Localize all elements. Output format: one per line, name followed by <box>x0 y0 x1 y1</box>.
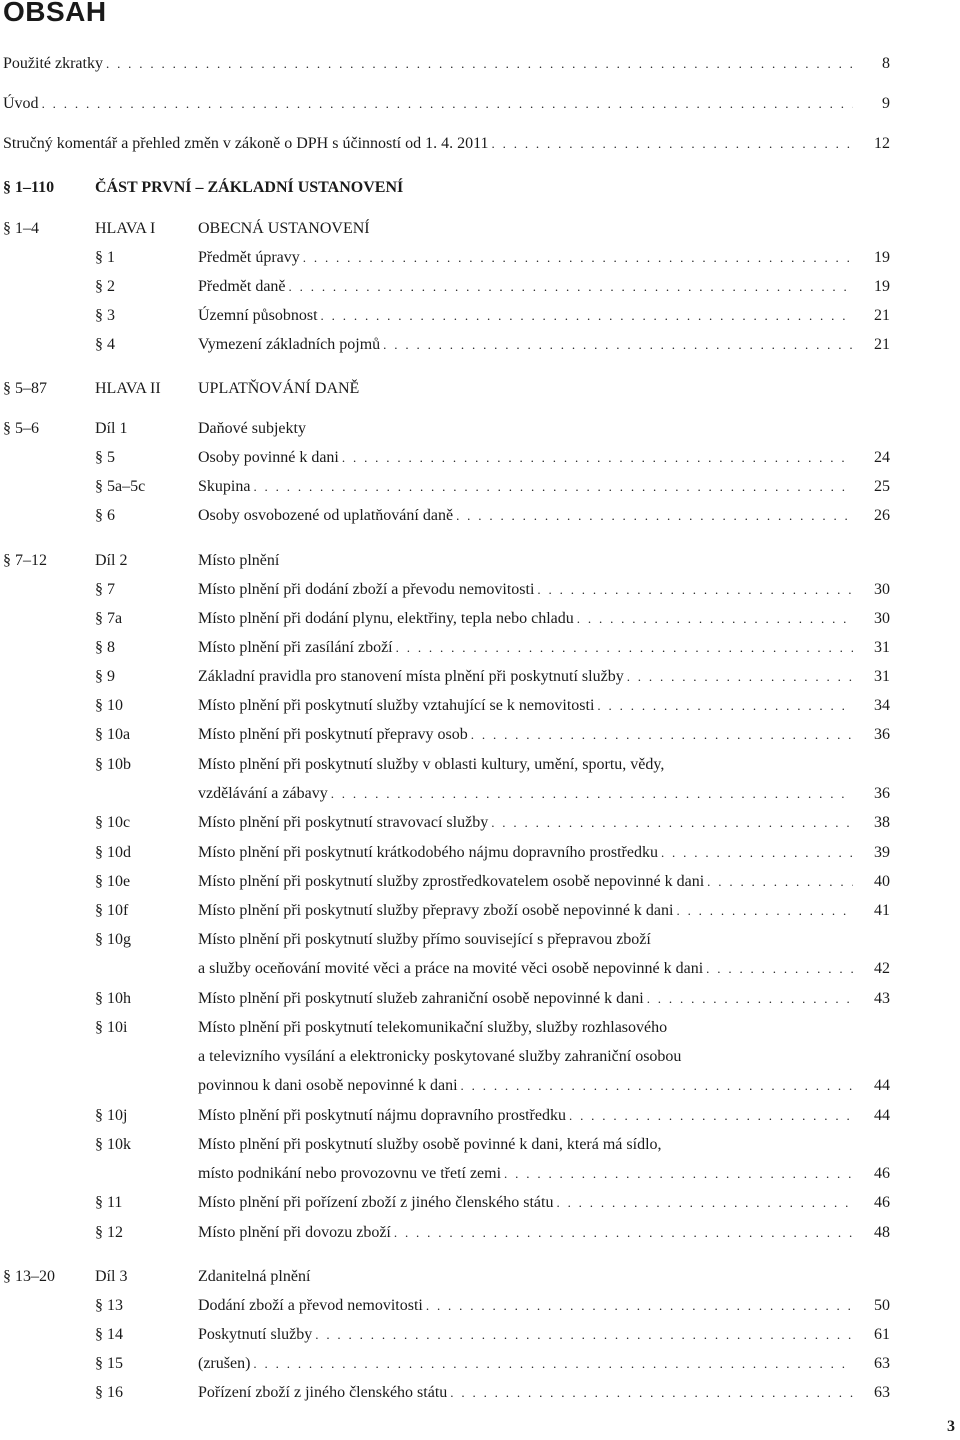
toc-entry-continuation: místo podnikání nebo provozovnu ve třetí zemi . . . 46 <box>0 1159 893 1189</box>
paragraph-number: § 9 <box>95 668 115 685</box>
paragraph-number: § 10 <box>95 697 123 714</box>
chapter-heading <box>0 374 893 404</box>
page-ref: 24 <box>874 449 890 466</box>
division-label: Díl 2 <box>95 552 128 569</box>
toc-entry: § 10c Místo plnění při poskytnutí stravovací služby . . . 38 <box>0 808 893 838</box>
leader-dots <box>253 1349 853 1379</box>
section-range: § 1–4 <box>3 220 39 237</box>
toc-entry: § 3 Územní působnost . . . 21 <box>0 301 893 331</box>
toc-entry: Použité zkratky . . . 8 <box>0 49 893 79</box>
page-ref: 21 <box>874 336 890 353</box>
page-ref: 48 <box>874 1224 890 1241</box>
paragraph-number: § 13 <box>95 1297 123 1314</box>
leader-dots <box>321 301 853 331</box>
leader-dots <box>492 129 853 159</box>
paragraph-number: § 7a <box>95 610 123 627</box>
division-label: Díl 1 <box>95 420 128 437</box>
paragraph-number: § 11 <box>95 1194 123 1211</box>
page-ref: 34 <box>874 697 890 714</box>
page-ref: 50 <box>874 1297 890 1314</box>
paragraph-number: § 10b <box>95 756 131 773</box>
paragraph-number: § 10e <box>95 873 131 890</box>
leader-dots <box>450 1378 853 1408</box>
page-ref: 26 <box>874 507 890 524</box>
toc-entry: § 10g Místo plnění při poskytnutí služby přímo související s přepravou zboží <box>0 925 893 955</box>
page-ref: 46 <box>874 1194 890 1211</box>
page-ref: 36 <box>874 785 890 802</box>
page-ref: 38 <box>874 814 890 831</box>
section-range: § 13–20 <box>3 1268 55 1285</box>
leader-dots <box>426 1291 853 1321</box>
leader-dots <box>537 575 853 605</box>
paragraph-number: § 5a–5c <box>95 478 146 495</box>
toc-entry: Stručný komentář a přehled změn v zákoně o DPH s účinností od 1. 4. 2011 . . . 12 <box>0 129 893 159</box>
paragraph-number: § 8 <box>95 639 115 656</box>
leader-dots <box>396 633 853 663</box>
paragraph-number: § 10g <box>95 931 131 948</box>
toc-entry: § 6 Osoby osvobozené od uplatňování daně . . . 26 <box>0 501 893 531</box>
toc-entry: § 10h Místo plnění při poskytnutí služeb zahraniční osobě nepovinné k dani . . . 43 <box>0 984 893 1014</box>
part-title: ČÁST PRVNÍ – ZÁKLADNÍ USTANOVENÍ <box>95 179 404 196</box>
leader-dots <box>597 691 853 721</box>
section-range: § 5–6 <box>3 420 39 437</box>
toc-entry: § 10d Místo plnění při poskytnutí krátkodobého nájmu dopravního prostředku . . . 39 <box>0 838 893 868</box>
toc-entry-continuation: vzdělávání a zábavy . . . 36 <box>0 779 893 809</box>
page-ref: 31 <box>874 639 890 656</box>
chapter-title: OBECNÁ USTANOVENÍ <box>198 220 370 237</box>
toc-entry-continuation: povinnou k dani osobě nepovinné k dani . . . 44 <box>0 1071 893 1101</box>
division-title: Zdanitelná plnění <box>198 1268 311 1285</box>
page-ref: 25 <box>874 478 890 495</box>
leader-dots <box>42 89 853 119</box>
toc-entry: § 1 Předmět úpravy . . . 19 <box>0 243 893 273</box>
page-title: OBSAH <box>3 0 107 27</box>
page-ref: 44 <box>874 1077 890 1094</box>
page-ref: 30 <box>874 581 890 598</box>
part-heading <box>0 173 893 203</box>
toc-entry: § 10i Místo plnění při poskytnutí telekomunikační služby, služby rozhlasového <box>0 1013 893 1043</box>
leader-dots <box>504 1159 853 1189</box>
leader-dots <box>383 330 853 360</box>
leader-dots <box>706 954 853 984</box>
leader-dots <box>331 779 853 809</box>
division-label: Díl 3 <box>95 1268 128 1285</box>
division-title: Místo plnění <box>198 552 280 569</box>
page-ref: 21 <box>874 307 890 324</box>
leader-dots <box>577 604 853 634</box>
chapter-label: HLAVA II <box>95 380 161 397</box>
toc-entry: § 13 Dodání zboží a převod nemovitosti . . . 50 <box>0 1291 893 1321</box>
page-ref: 43 <box>874 990 890 1007</box>
toc-entry: § 5 Osoby povinné k dani . . . 24 <box>0 443 893 473</box>
leader-dots <box>106 49 853 79</box>
leader-dots <box>303 243 853 273</box>
division-heading <box>0 414 893 444</box>
toc-entry: § 16 Pořízení zboží z jiného členského státu . . . 63 <box>0 1378 893 1408</box>
leader-dots <box>491 808 853 838</box>
page-ref: 61 <box>874 1326 890 1343</box>
section-range: § 1–110 <box>3 179 55 196</box>
page-ref: 30 <box>874 610 890 627</box>
toc-entry: § 10j Místo plnění při poskytnutí nájmu dopravního prostředku . . . 44 <box>0 1101 893 1131</box>
toc-entry: § 7a Místo plnění při dodání plynu, elektřiny, tepla nebo chladu . . . 30 <box>0 604 893 634</box>
toc-entry: § 10 Místo plnění při poskytnutí služby vztahující se k nemovitosti . . . 34 <box>0 691 893 721</box>
paragraph-number: § 5 <box>95 449 115 466</box>
toc-entry: § 2 Předmět daně . . . 19 <box>0 272 893 302</box>
paragraph-number: § 10j <box>95 1107 128 1124</box>
paragraph-number: § 14 <box>95 1326 123 1343</box>
leader-dots <box>289 272 853 302</box>
paragraph-number: § 3 <box>95 307 115 324</box>
chapter-label: HLAVA I <box>95 220 156 237</box>
toc-entry: § 10k Místo plnění při poskytnutí služby osobě povinné k dani, která má sídlo, <box>0 1130 893 1160</box>
page-ref: 19 <box>874 278 890 295</box>
toc-entry: § 10a Místo plnění při poskytnutí přepravy osob . . . 36 <box>0 720 893 750</box>
paragraph-number: § 15 <box>95 1355 123 1372</box>
leader-dots <box>556 1188 853 1218</box>
toc-entry: § 12 Místo plnění při dovozu zboží . . . 48 <box>0 1218 893 1248</box>
page-ref: 40 <box>874 873 890 890</box>
page-ref: 39 <box>874 844 890 861</box>
leader-dots <box>647 984 853 1014</box>
toc-entry: § 10e Místo plnění při poskytnutí služby zprostředkovatelem osobě nepovinné k dani . . . 40 <box>0 867 893 897</box>
paragraph-number: § 10h <box>95 990 131 1007</box>
page-ref: 36 <box>874 726 890 743</box>
paragraph-number: § 16 <box>95 1384 123 1401</box>
toc-entry: § 10f Místo plnění při poskytnutí služby přepravy zboží osobě nepovinné k dani . . . 41 <box>0 896 893 926</box>
division-title: Daňové subjekty <box>198 420 306 437</box>
page-ref: 41 <box>874 902 890 919</box>
toc-entry: § 14 Poskytnutí služby . . . 61 <box>0 1320 893 1350</box>
leader-dots <box>315 1320 853 1350</box>
page-ref: 9 <box>882 95 890 112</box>
toc-entry-continuation: a služby oceňování movité věci a práce na movité věci osobě nepovinné k dani . . . 42 <box>0 954 893 984</box>
page-ref: 63 <box>874 1355 890 1372</box>
paragraph-number: § 6 <box>95 507 115 524</box>
leader-dots <box>569 1101 853 1131</box>
page-ref: 42 <box>874 960 890 977</box>
toc-entry: § 5a–5c Skupina . . . 25 <box>0 472 893 502</box>
paragraph-number: § 10i <box>95 1019 128 1036</box>
paragraph-number: § 10c <box>95 814 131 831</box>
leader-dots <box>253 472 853 502</box>
toc-entry: § 11 Místo plnění při pořízení zboží z jiného členského státu . . . 46 <box>0 1188 893 1218</box>
paragraph-number: § 2 <box>95 278 115 295</box>
page-ref: 44 <box>874 1107 890 1124</box>
paragraph-number: § 10f <box>95 902 129 919</box>
page-number: 3 <box>947 1418 955 1435</box>
leader-dots <box>676 896 853 926</box>
paragraph-number: § 10d <box>95 844 131 861</box>
toc-entry: § 4 Vymezení základních pojmů . . . 21 <box>0 330 893 360</box>
page-ref: 19 <box>874 249 890 266</box>
toc-entry: § 9 Základní pravidla pro stanovení místa plnění při poskytnutí služby . . . 31 <box>0 662 893 692</box>
page-ref: 31 <box>874 668 890 685</box>
leader-dots <box>471 720 853 750</box>
leader-dots <box>627 662 853 692</box>
leader-dots <box>342 443 853 473</box>
toc-entry-continuation: a televizního vysílání a elektronicky poskytované služby zahraniční osobou <box>198 1048 682 1065</box>
paragraph-number: § 7 <box>95 581 115 598</box>
paragraph-number: § 4 <box>95 336 115 353</box>
division-heading <box>0 1262 893 1292</box>
paragraph-number: § 1 <box>95 249 115 266</box>
leader-dots <box>707 867 853 897</box>
division-heading <box>0 546 893 576</box>
page-ref: 46 <box>874 1165 890 1182</box>
section-range: § 5–87 <box>3 380 47 397</box>
section-range: § 7–12 <box>3 552 47 569</box>
toc-entry: Úvod . . . 9 <box>0 89 893 119</box>
chapter-heading <box>0 214 893 244</box>
leader-dots <box>661 838 853 868</box>
paragraph-number: § 12 <box>95 1224 123 1241</box>
toc-entry: § 15 (zrušen) . . . 63 <box>0 1349 893 1379</box>
toc-entry: § 8 Místo plnění při zasílání zboží . . . 31 <box>0 633 893 663</box>
leader-dots <box>461 1071 853 1101</box>
paragraph-number: § 10k <box>95 1136 131 1153</box>
leader-dots <box>456 501 853 531</box>
toc-entry: § 10b Místo plnění při poskytnutí služby v oblasti kultury, umění, sportu, vědy, <box>0 750 893 780</box>
page-ref: 12 <box>874 135 890 152</box>
paragraph-number: § 10a <box>95 726 131 743</box>
page-ref: 8 <box>882 55 890 72</box>
toc-entry: § 7 Místo plnění při dodání zboží a převodu nemovitosti . . . 30 <box>0 575 893 605</box>
page-ref: 63 <box>874 1384 890 1401</box>
chapter-title: UPLATŇOVÁNÍ DANĚ <box>198 380 360 397</box>
leader-dots <box>394 1218 853 1248</box>
